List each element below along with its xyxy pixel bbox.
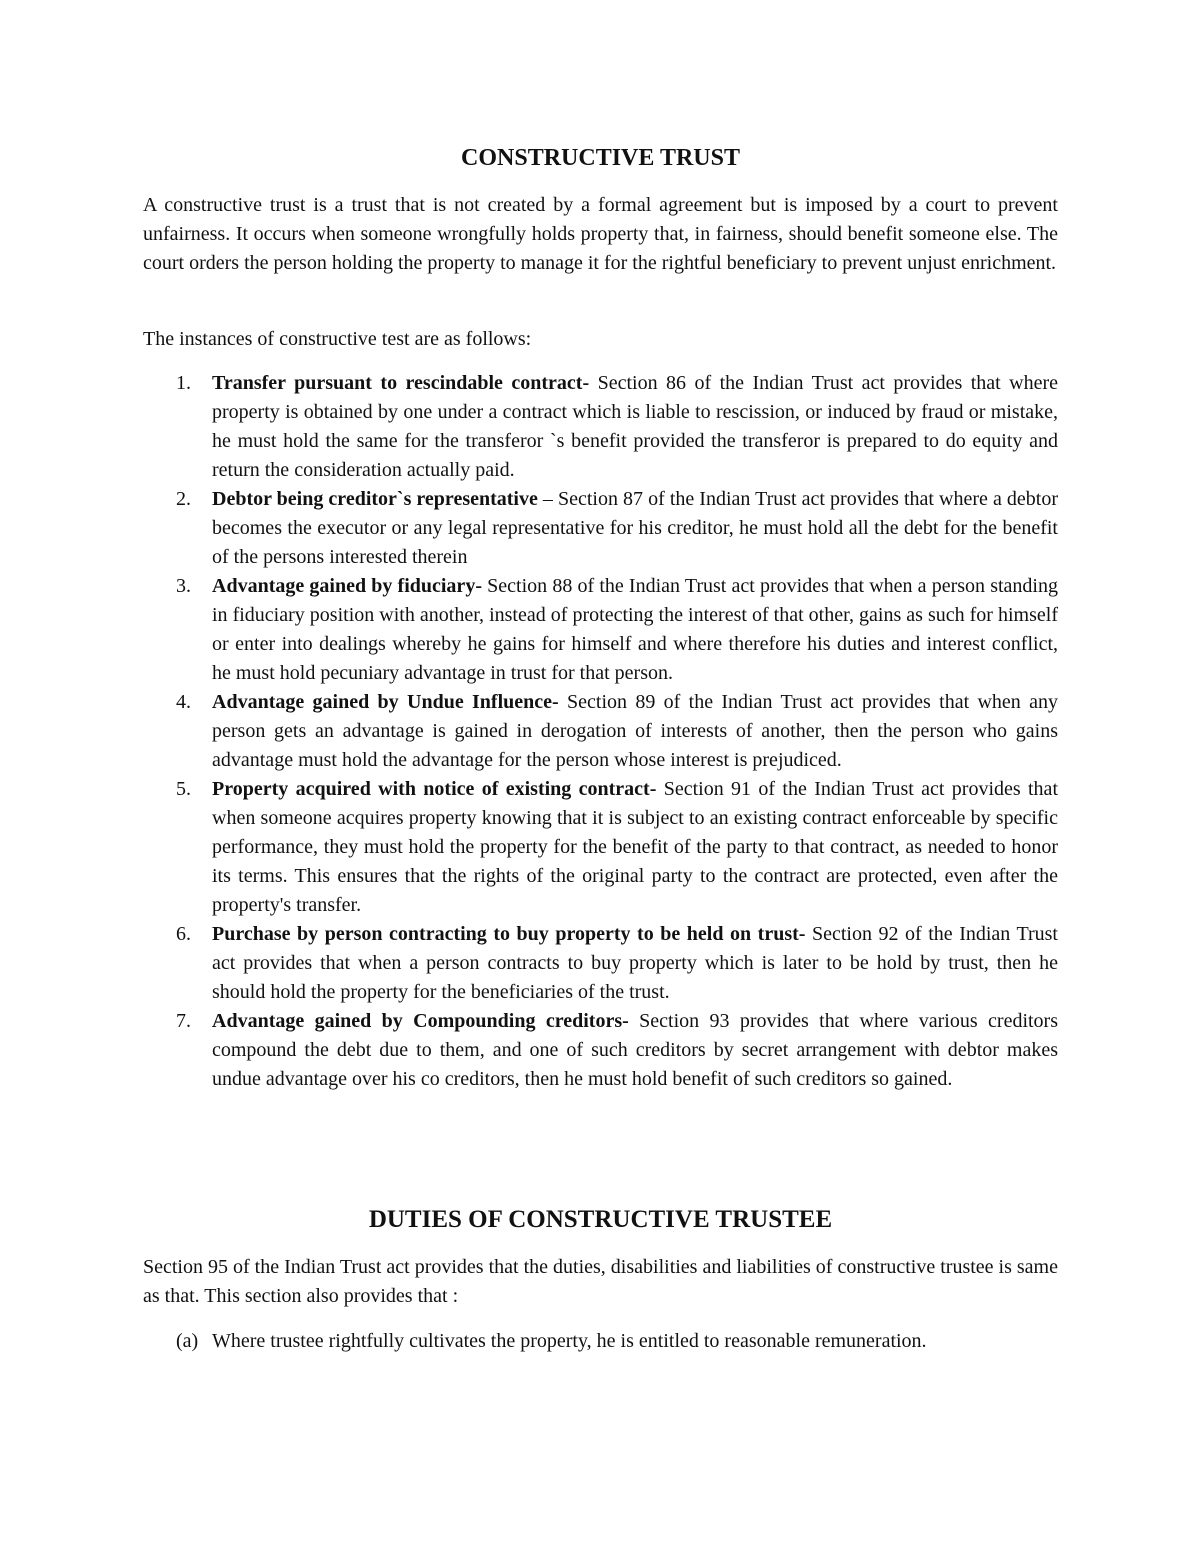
list-item-number: 2. <box>176 488 191 510</box>
intro-paragraph: A constructive trust is a trust that is not created by a formal agreement but is imposed by a court to prevent unfairness. It occurs when someone wrongfully holds property that, in fairness, should benefit someone else. The court orders the person holding the property to manage it for the rightful beneficiary to prevent unjust enrichment. <box>143 194 1058 274</box>
list-item-text: Section 92 of the Indian Trust act provides that when a person contracts to buy property which is later to be hold by trust, then he should hold the property for the beneficiaries of the trust. <box>212 923 1058 1003</box>
list-item-heading: Advantage gained by Compounding creditors- <box>212 1010 629 1032</box>
sub-list-marker: (a) <box>176 1330 199 1352</box>
sub-list-text: Where trustee rightfully cultivates the property, he is entitled to reasonable remuneration. <box>212 1330 927 1352</box>
list-item-heading: Debtor being creditor`s representative <box>212 488 538 510</box>
list-item-text: – Section 87 of the Indian Trust act provides that where a debtor becomes the executor or any legal representative for his creditor, he must hold all the debt for the benefit of the persons interested therein <box>212 488 1058 568</box>
list-item <box>143 1007 1058 1094</box>
list-item-text: Section 93 provides that where various creditors compound the debt due to them, and one of such creditors by secret arrangement with debtor makes undue advantage over his co creditors, then he must hold benefit of such creditors so gained. <box>212 1010 1059 1090</box>
section-title-duties: DUTIES OF CONSTRUCTIVE TRUSTEE <box>368 1206 833 1233</box>
list-item-heading: Purchase by person contracting to buy property to be held on trust- <box>212 923 806 945</box>
list-item-number: 3. <box>176 575 191 597</box>
list-item-number: 1. <box>176 372 191 394</box>
list-item <box>143 485 1058 572</box>
list-item-text: Section 88 of the Indian Trust act provides that when a person standing in fiduciary position with another, instead of protecting the interest of that other, gains as such for himself or enter into dealings whereby he gains for himself and where therefore his duties and interest conflict, he must hold pecuniary advantage in trust for that person. <box>212 575 1058 684</box>
list-item-number: 4. <box>176 691 191 713</box>
instances-list <box>143 369 1058 1094</box>
list-item <box>143 369 1058 485</box>
list-item-heading: Transfer pursuant to rescindable contract- <box>212 372 590 394</box>
list-item-number: 5. <box>176 778 191 800</box>
duties-intro-paragraph: Section 95 of the Indian Trust act provides that the duties, disabilities and liabilities of constructive trustee is same as that. This section also provides that : <box>143 1256 1058 1307</box>
sub-list-item <box>143 1327 1058 1356</box>
list-item-heading: Advantage gained by Undue Influence- <box>212 691 559 713</box>
list-item-heading: Advantage gained by fiduciary- <box>212 575 482 597</box>
list-item-text: Section 89 of the Indian Trust act provides that when any person gets an advantage is gained in derogation of interests of another, then the person who gains advantage must hold the advantage for the person whose interest is prejudiced. <box>212 691 1058 771</box>
list-item-number: 6. <box>176 923 191 945</box>
list-item <box>143 775 1058 920</box>
list-item <box>143 920 1058 1007</box>
list-item-number: 7. <box>176 1010 191 1032</box>
list-item <box>143 572 1058 688</box>
list-item-text: Section 86 of the Indian Trust act provides that where property is obtained by one under a contract which is liable to rescission, or induced by fraud or mistake, he must hold the same for the transferor `s benefit provided the transferor is prepared to do equity and return the consideration actually paid. <box>212 372 1058 481</box>
document-title: CONSTRUCTIVE TRUST <box>461 145 740 171</box>
instances-intro: The instances of constructive test are as follows: <box>143 328 532 350</box>
list-item-heading: Property acquired with notice of existing contract- <box>212 778 657 800</box>
list-item <box>143 688 1058 775</box>
list-item-text: Section 91 of the Indian Trust act provides that when someone acquires property knowing that it is subject to an existing contract enforceable by specific performance, they must hold the property for the benefit of the party to that contract, as needed to honor its terms. This ensures that the rights of the original party to the contract are protected, even after the property's transfer. <box>212 778 1058 916</box>
